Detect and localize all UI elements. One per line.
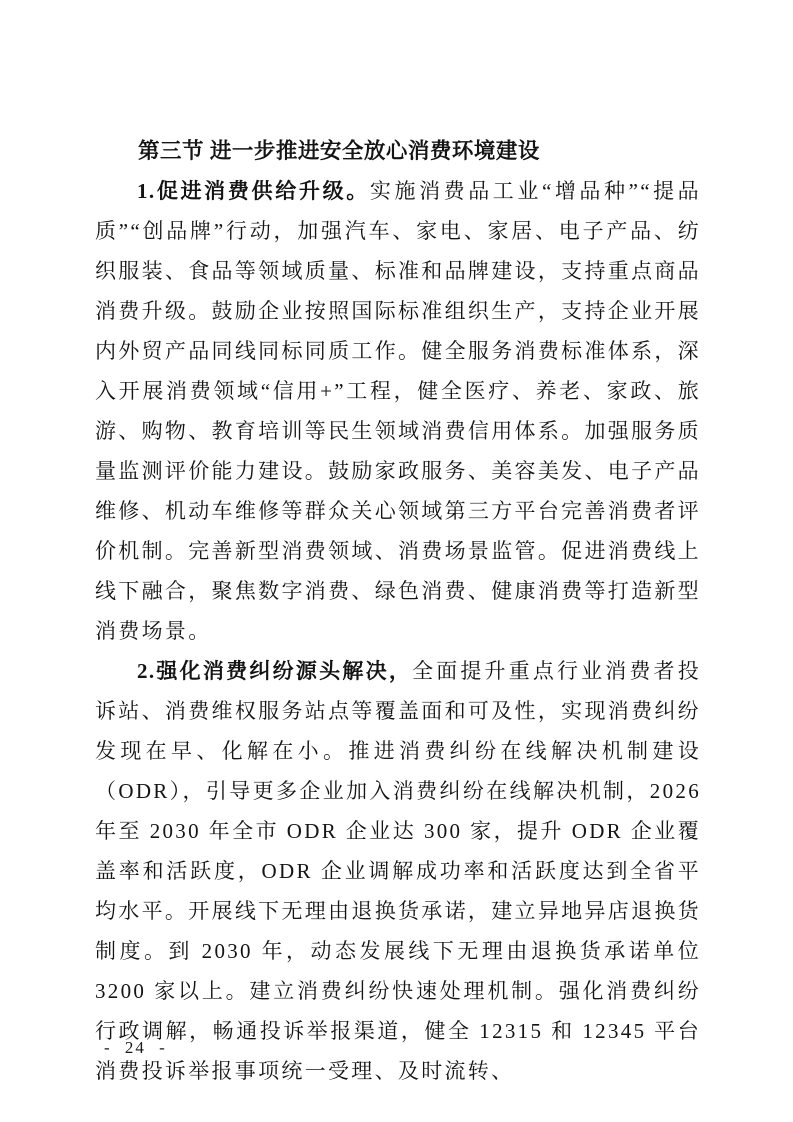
paragraph-2-lead: 2.强化消费纠纷源头解决，	[137, 659, 413, 683]
section-heading: 第三节 进一步推进安全放心消费环境建设	[138, 139, 540, 163]
paragraph-1-body: 实施消费品工业“增品种”“提品质”“创品牌”行动，加强汽车、家电、家居、电子产品、纺织服装、食品等领域质量、标准和品牌建设，支持重点商品消费升级。鼓励企业按照国际标准组织生产，支持企业开展内外贸产品同线同标同质工作。健全服务消费标准体系，深入开展消费领域“信用+”工程，健全医疗、养老、家政、旅游、购物、教育培训等民生领域消费信用体系。加强服务质量监测评价能力建设。鼓励家政服务、美容美发、电子产品维修、机动车维修等群众关心领域第三方平台完善消费者评价机制。完善新型消费领域、消费场景监管。促进消费线上线下融合，聚焦数字消费、绿色消费、健康消费等打造新型消费场景。	[95, 179, 701, 643]
paragraph-1-lead: 1.促进消费供给升级。	[137, 179, 370, 203]
paragraph-2-body: 全面提升重点行业消费者投诉站、消费维权服务站点等覆盖面和可及性，实现消费纠纷发现在早、化解在小。推进消费纠纷在线解决机制建设（ODR），引导更多企业加入消费纠纷在线解决机制，2026 年至 2030 年全市 ODR 企业达 300 家，提升 ODR 企业覆盖率和活跃度，ODR 企业调解成功率和活跃度达到全省平均水平。开展线下无理由退换货承诺，建立异地异店退换货制度。到 2030 年，动态发展线下无理由退换货承诺单位 3200 家以上。建立消费纠纷快速处理机制。强化消费纠纷行政调解，畅通投诉举报渠道，健全 12315 和 12345 平台消费投诉举报事项统一受理、及时流转、	[95, 659, 701, 1083]
paragraph-2	[95, 651, 701, 1091]
paragraph-1	[95, 171, 701, 651]
document-content	[95, 131, 701, 1091]
page-number: - 24 -	[104, 1038, 167, 1057]
